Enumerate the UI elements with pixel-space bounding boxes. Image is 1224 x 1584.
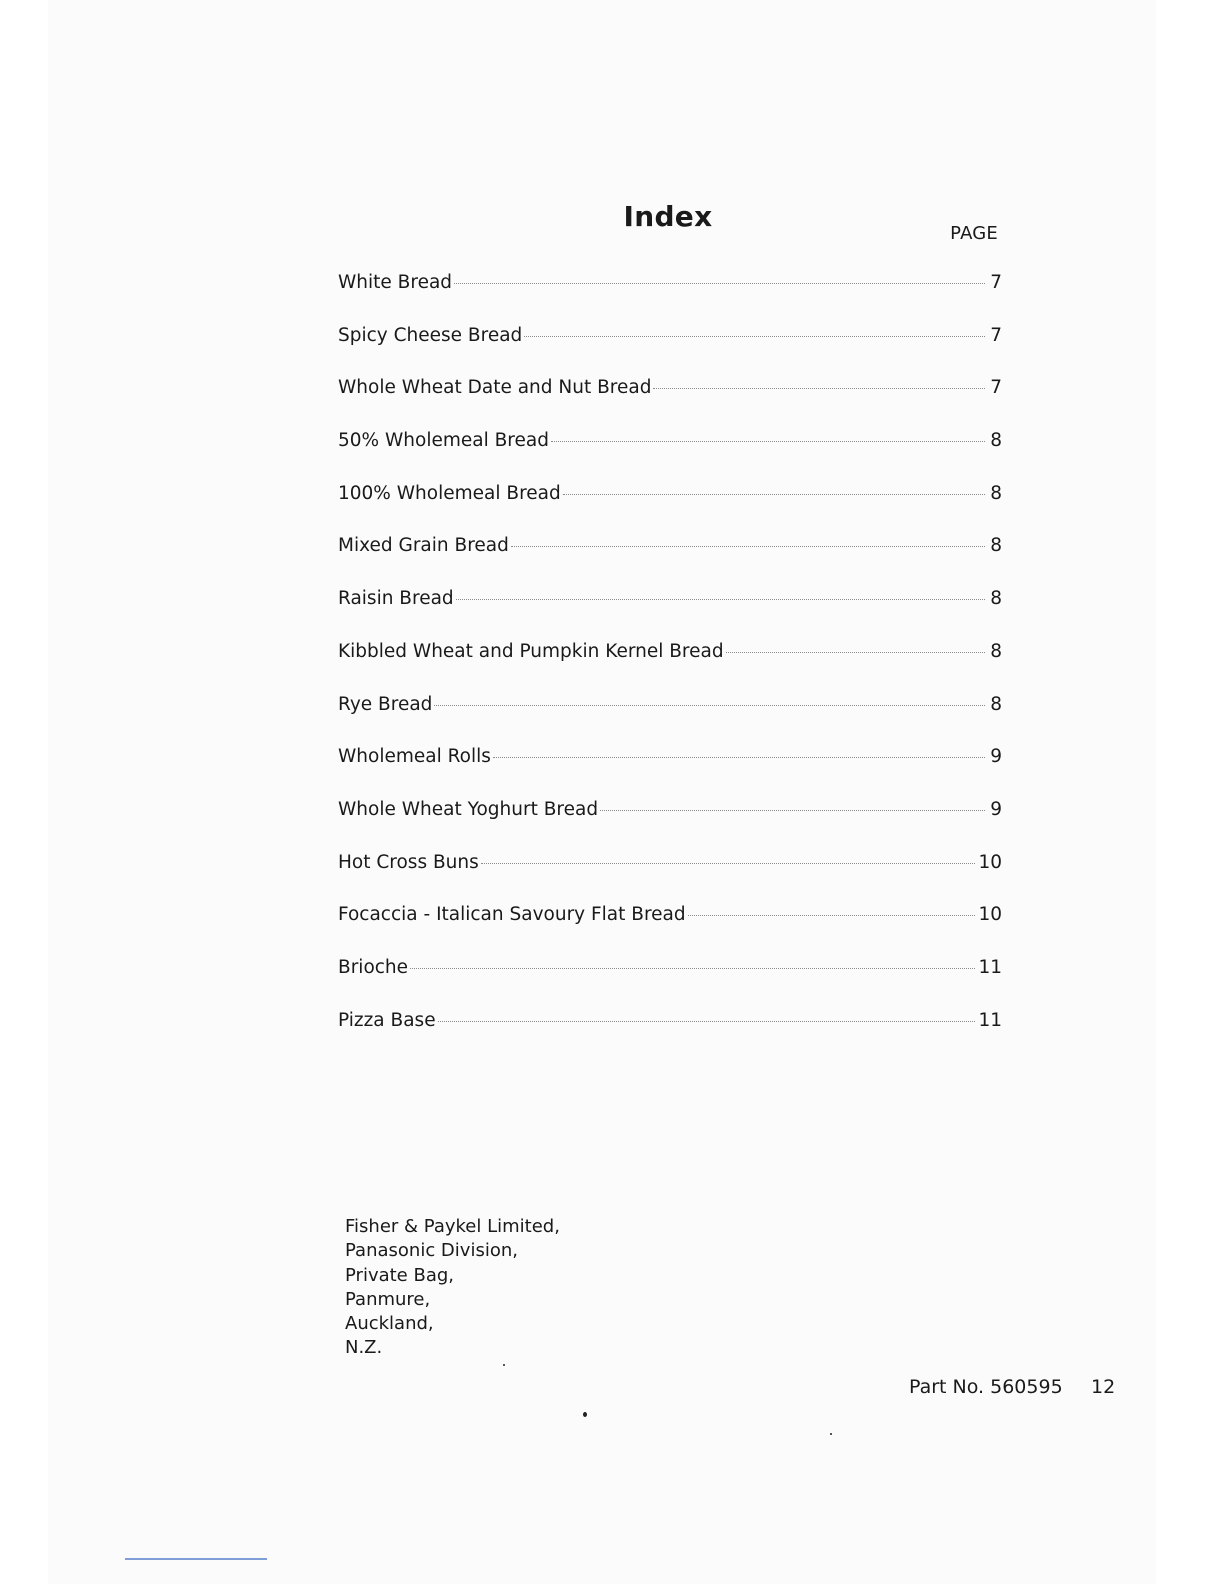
index-entry-label: Whole Wheat Yoghurt Bread (338, 798, 599, 820)
page-column-header: PAGE (950, 223, 998, 244)
index-entry-label: Pizza Base (338, 1009, 436, 1031)
dot-leader (456, 598, 985, 600)
index-entry-page: 8 (990, 482, 1002, 504)
index-entry-label: Wholemeal Rolls (338, 746, 491, 768)
index-entry-page: 7 (990, 377, 1002, 399)
page-title: Index (623, 199, 713, 233)
dot-leader (653, 387, 985, 389)
index-entry-label: Brioche (338, 956, 409, 978)
index-entry (338, 799, 1002, 852)
index-entry-page: 11 (978, 1009, 1002, 1031)
index-entry-page: 10 (978, 851, 1002, 873)
index-entry-label: Whole Wheat Date and Nut Bread (338, 377, 652, 399)
index-list (338, 272, 1002, 1062)
index-entry-label: Kibbled Wheat and Pumpkin Kernel Bread (338, 640, 724, 662)
dot-leader (438, 1020, 976, 1022)
index-entry-page: 10 (978, 904, 1002, 926)
bottom-rule (125, 1558, 267, 1560)
index-entry-page: 11 (978, 956, 1002, 978)
dot-leader (563, 493, 985, 495)
address-line: Auckland, (345, 1313, 434, 1335)
scan-speck (583, 1412, 587, 1417)
index-entry-page: 8 (990, 693, 1002, 715)
scan-speck (503, 1364, 505, 1366)
address-line: Fisher & Paykel Limited, (345, 1216, 560, 1237)
dot-leader (726, 651, 985, 653)
index-entry (338, 852, 1002, 905)
index-entry (338, 904, 1002, 957)
company-address (345, 1215, 560, 1361)
index-entry-label: Raisin Bread (338, 588, 454, 610)
index-entry-label: Spicy Cheese Bread (338, 324, 523, 346)
dot-leader (551, 440, 985, 442)
index-entry-page: 8 (990, 640, 1002, 662)
dot-leader (511, 545, 985, 547)
index-entry-label: Mixed Grain Bread (338, 535, 509, 557)
index-entry-label: White Bread (338, 272, 453, 293)
index-entry-label: 50% Wholemeal Bread (338, 430, 549, 452)
index-entry (338, 325, 1002, 378)
index-entry (338, 588, 1002, 641)
dot-leader (524, 335, 985, 337)
index-entry-page: 9 (990, 798, 1002, 820)
index-entry (338, 1010, 1002, 1063)
address-line: N.Z. (345, 1337, 383, 1359)
dot-leader (688, 914, 976, 916)
scan-speck (830, 1433, 832, 1435)
index-entry (338, 272, 1002, 325)
index-entry (338, 430, 1002, 483)
page-number: 12 (1091, 1376, 1116, 1398)
index-entry (338, 483, 1002, 536)
dot-leader (454, 282, 985, 284)
dot-leader (481, 862, 976, 864)
index-entry-label: Rye Bread (338, 693, 433, 715)
index-entry (338, 694, 1002, 747)
dot-leader (434, 704, 985, 706)
index-entry (338, 377, 1002, 430)
index-entry-label: 100% Wholemeal Bread (338, 482, 561, 504)
index-entry-page: 9 (990, 746, 1002, 768)
dot-leader (493, 756, 985, 758)
index-entry-label: Hot Cross Buns (338, 851, 479, 873)
index-entry-page: 8 (990, 430, 1002, 452)
index-entry-page: 8 (990, 535, 1002, 557)
index-entry (338, 957, 1002, 1010)
address-line: Panasonic Division, (345, 1240, 518, 1262)
index-entry-page: 7 (990, 272, 1002, 293)
index-entry-page: 8 (990, 588, 1002, 610)
address-line: Private Bag, (345, 1264, 455, 1286)
address-line: Panmure, (345, 1288, 431, 1310)
index-entry-page: 7 (990, 324, 1002, 346)
index-entry (338, 641, 1002, 694)
part-number: Part No. 560595 (909, 1376, 1063, 1398)
dot-leader (600, 809, 985, 811)
index-entry-label: Focaccia - Italican Savoury Flat Bread (338, 904, 686, 926)
dot-leader (410, 967, 975, 969)
index-entry (338, 746, 1002, 799)
index-entry (338, 535, 1002, 588)
